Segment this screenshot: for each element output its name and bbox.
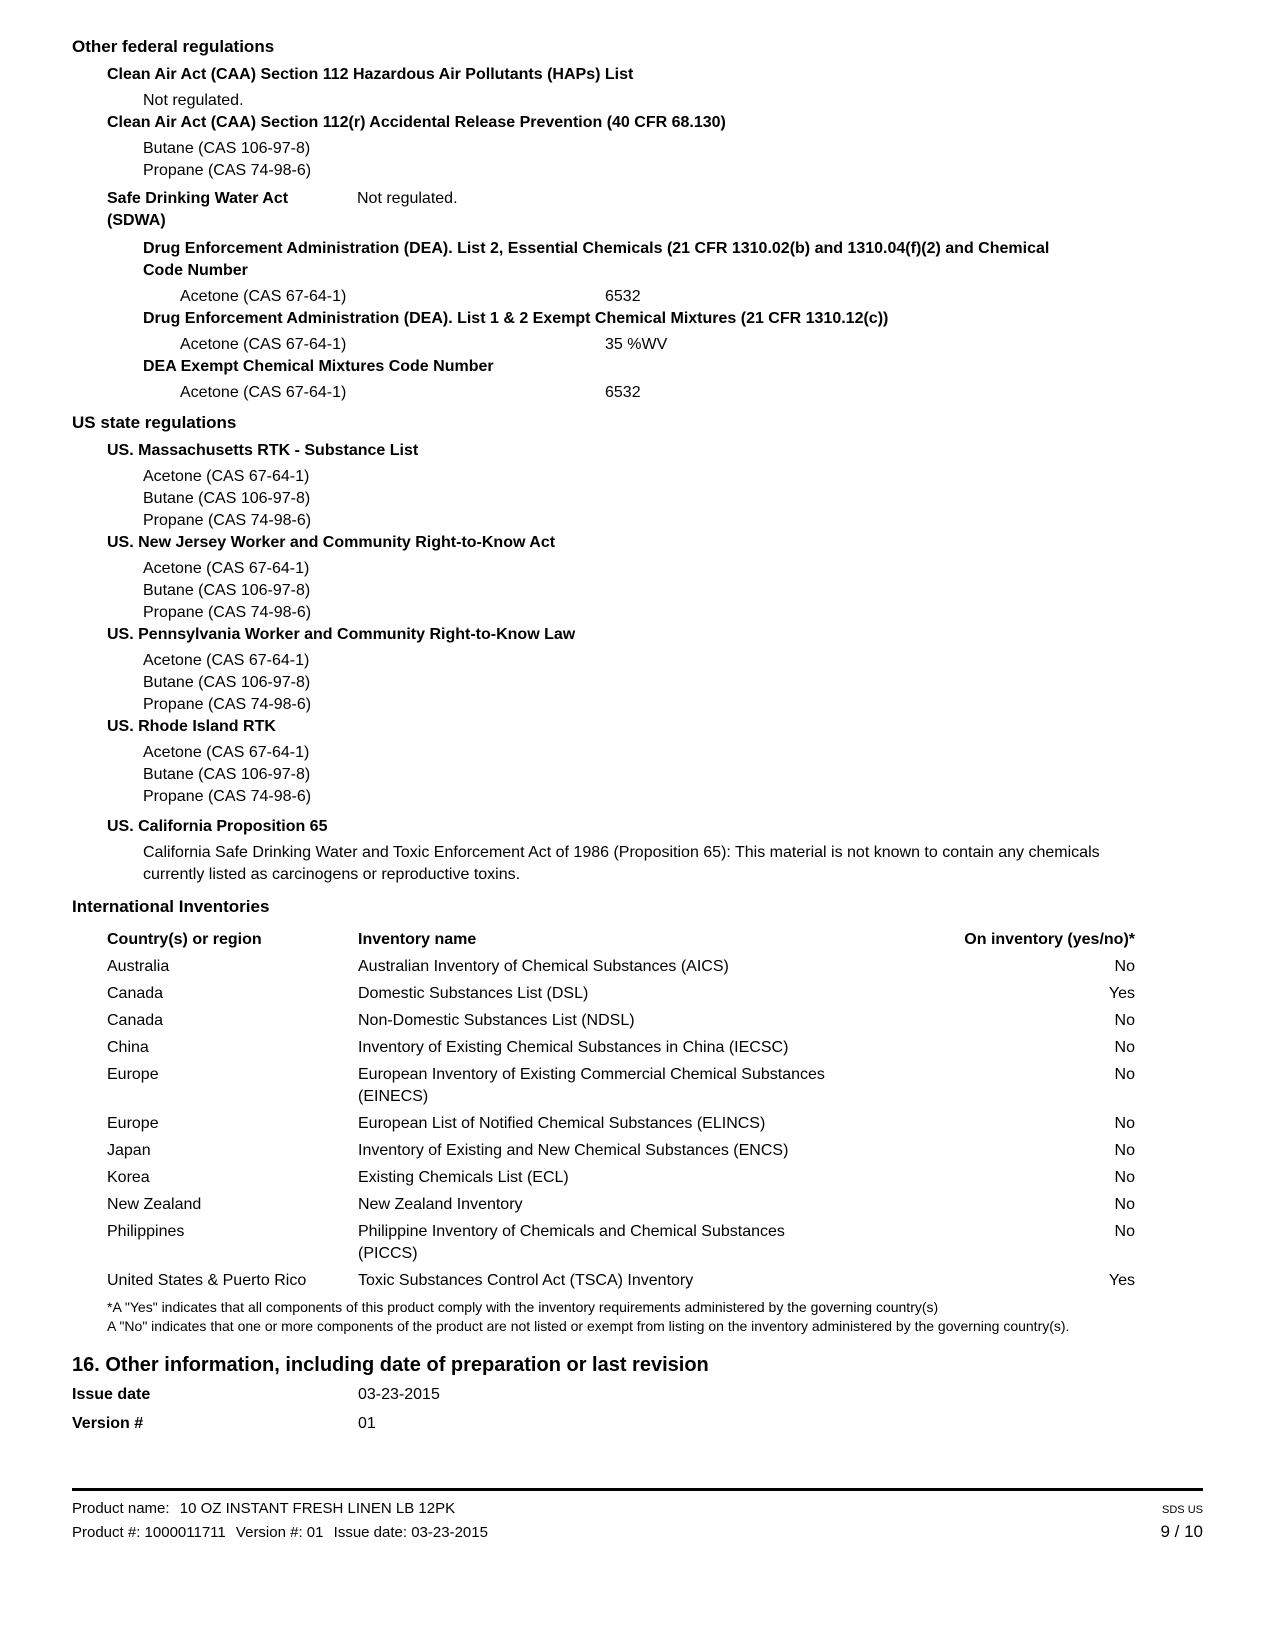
table-row: [107, 1267, 1135, 1294]
footer-line-1: [72, 1498, 1203, 1521]
column-header-inventory-name: Inventory name: [358, 930, 477, 948]
table-row: [107, 1218, 1135, 1267]
table-row: [107, 1191, 1135, 1218]
table-row: [107, 1061, 1135, 1110]
chemical-line: Acetone (CAS 67-64-1): [143, 652, 310, 669]
chemical-concentration: 35 %WV: [605, 336, 668, 353]
dea-code-row: [180, 382, 1203, 404]
chemical-line: Acetone (CAS 67-64-1): [180, 384, 347, 401]
chemical-line: Acetone (CAS 67-64-1): [180, 336, 347, 353]
table-row: [107, 1110, 1135, 1137]
chemical-line: Butane (CAS 106-97-8): [143, 140, 311, 157]
chemical-line: Acetone (CAS 67-64-1): [180, 288, 347, 305]
caa-haps-heading: Clean Air Act (CAA) Section 112 Hazardous Air Pollutants (HAPs) List: [107, 66, 634, 83]
inventory-footnote: [107, 1298, 1165, 1336]
cell-inventory-name: Australian Inventory of Chemical Substances (AICS): [358, 957, 729, 975]
page-number: 9 / 10: [1160, 1522, 1203, 1541]
cell-country: Europe: [107, 1065, 159, 1083]
table-row: [107, 953, 1135, 980]
table-row: [107, 1034, 1135, 1061]
cell-country: Canada: [107, 984, 164, 1002]
cell-inventory-name: Domestic Substances List (DSL): [358, 984, 589, 1002]
cell-on-inventory: No: [1114, 1168, 1135, 1186]
footer-divider: [72, 1488, 1203, 1491]
inventory-table: [107, 926, 1135, 1294]
version-value: 01: [358, 1415, 376, 1432]
version-label: Version #: [72, 1415, 144, 1432]
footer-issue-date: Issue date: 03-23-2015: [333, 1524, 488, 1541]
chemical-line: Propane (CAS 74-98-6): [143, 512, 312, 529]
dea-code-heading: DEA Exempt Chemical Mixtures Code Number: [143, 358, 494, 375]
table-row: [107, 980, 1135, 1007]
product-name-label: Product name:: [72, 1500, 170, 1517]
chemical-line: Butane (CAS 106-97-8): [143, 490, 311, 507]
footer-product-details: [72, 1522, 494, 1543]
prop65-text: California Safe Drinking Water and Toxic Enforcement Act of 1986 (Proposition 65): This material is not known to contain any chemicals currently listed as carcinogens or reproductive toxins.: [143, 844, 1100, 883]
cell-on-inventory: No: [1114, 1011, 1135, 1029]
chemical-code: 6532: [605, 288, 641, 305]
chemical-code: 6532: [605, 384, 641, 401]
cell-inventory-name: Philippine Inventory of Chemicals and Chemical Substances (PICCS): [358, 1222, 785, 1262]
section-heading-other-federal-regulations: Other federal regulations: [72, 37, 275, 56]
table-row: [107, 1164, 1135, 1191]
chemical-line: Butane (CAS 106-97-8): [143, 582, 311, 599]
cell-inventory-name: European List of Notified Chemical Substances (ELINCS): [358, 1114, 766, 1132]
version-row: [72, 1412, 1203, 1436]
chemical-line: Acetone (CAS 67-64-1): [143, 468, 310, 485]
issue-date-row: [72, 1383, 1203, 1407]
table-row: [107, 1007, 1135, 1034]
footnote-no: A "No" indicates that one or more components of the product are not listed or exempt from listing on the inventory administered by the governing country(s).: [107, 1318, 1070, 1334]
sds-us-tag: SDS US: [1162, 1504, 1203, 1516]
product-name-value: 10 OZ INSTANT FRESH LINEN LB 12PK: [179, 1500, 456, 1517]
dea-exempt-row: [180, 334, 1203, 356]
chemical-line: Propane (CAS 74-98-6): [143, 162, 312, 179]
cell-on-inventory: No: [1114, 1141, 1135, 1159]
cell-inventory-name: Non-Domestic Substances List (NDSL): [358, 1011, 635, 1029]
issue-date-label: Issue date: [72, 1386, 151, 1403]
prop65-heading: US. California Proposition 65: [107, 818, 328, 835]
cell-country: Korea: [107, 1168, 150, 1186]
page-footer: [72, 1488, 1203, 1543]
footnote-yes: *A "Yes" indicates that all components of this product comply with the inventory requirements administered by the governing country(s): [107, 1299, 939, 1315]
state-section-heading: US. Massachusetts RTK - Substance List: [107, 442, 419, 459]
cell-inventory-name: European Inventory of Existing Commercial Chemical Substances (EINECS): [358, 1065, 825, 1105]
cell-on-inventory: No: [1114, 1222, 1135, 1240]
sdwa-row: [107, 188, 1203, 232]
column-header-on-inventory: On inventory (yes/no)*: [964, 930, 1135, 948]
cell-country: Europe: [107, 1114, 159, 1132]
cell-on-inventory: Yes: [1108, 984, 1135, 1002]
chemical-line: Propane (CAS 74-98-6): [143, 604, 312, 621]
cell-on-inventory: Yes: [1108, 1271, 1135, 1289]
state-section-heading: US. Rhode Island RTK: [107, 718, 276, 735]
section16-heading: 16. Other information, including date of preparation or last revision: [72, 1354, 709, 1376]
cell-on-inventory: No: [1114, 1195, 1135, 1213]
dea-list2-heading: Drug Enforcement Administration (DEA). List 2, Essential Chemicals (21 CFR 1310.02(b) and 1310.04(f)(2) and Chemical Code Number: [143, 240, 1050, 279]
footer-product-name: [72, 1498, 461, 1519]
cell-on-inventory: No: [1114, 1114, 1135, 1132]
sdwa-heading: Safe Drinking Water Act (SDWA): [107, 190, 289, 229]
chemical-line: Propane (CAS 74-98-6): [143, 696, 312, 713]
section-heading-us-state-regulations: US state regulations: [72, 413, 237, 432]
cell-on-inventory: No: [1114, 1038, 1135, 1056]
cell-inventory-name: Toxic Substances Control Act (TSCA) Inventory: [358, 1271, 694, 1289]
inventory-table-header: [107, 926, 1135, 953]
section-heading-international-inventories: International Inventories: [72, 897, 270, 916]
dea-list2-row: [180, 286, 1203, 308]
table-row: [107, 1137, 1135, 1164]
state-section-heading: US. Pennsylvania Worker and Community Right-to-Know Law: [107, 626, 576, 643]
chemical-line: Butane (CAS 106-97-8): [143, 766, 311, 783]
caa-arp-heading: Clean Air Act (CAA) Section 112(r) Accidental Release Prevention (40 CFR 68.130): [107, 114, 726, 131]
product-number: Product #: 1000011711: [72, 1524, 226, 1541]
chemical-line: Propane (CAS 74-98-6): [143, 788, 312, 805]
cell-on-inventory: No: [1114, 957, 1135, 975]
cell-on-inventory: No: [1114, 1065, 1135, 1083]
cell-country: Canada: [107, 1011, 164, 1029]
chemical-line: Acetone (CAS 67-64-1): [143, 560, 310, 577]
chemical-line: Butane (CAS 106-97-8): [143, 674, 311, 691]
cell-inventory-name: Inventory of Existing and New Chemical Substances (ENCS): [358, 1141, 789, 1159]
cell-country: Japan: [107, 1141, 151, 1159]
cell-country: Philippines: [107, 1222, 185, 1240]
chemical-line: Acetone (CAS 67-64-1): [143, 744, 310, 761]
footer-line-2: [72, 1521, 1203, 1543]
cell-inventory-name: New Zealand Inventory: [358, 1195, 523, 1213]
state-section-heading: US. New Jersey Worker and Community Right-to-Know Act: [107, 534, 556, 551]
dea-exempt-heading: Drug Enforcement Administration (DEA). List 1 & 2 Exempt Chemical Mixtures (21 CFR 1310.12(c)): [143, 310, 889, 327]
caa-haps-value: Not regulated.: [143, 92, 244, 109]
cell-inventory-name: Existing Chemicals List (ECL): [358, 1168, 569, 1186]
cell-country: United States & Puerto Rico: [107, 1271, 307, 1289]
cell-country: New Zealand: [107, 1195, 202, 1213]
sdwa-value: Not regulated.: [357, 190, 458, 207]
issue-date-value: 03-23-2015: [358, 1386, 440, 1403]
footer-version: Version #: 01: [235, 1524, 324, 1541]
cell-country: China: [107, 1038, 149, 1056]
cell-inventory-name: Inventory of Existing Chemical Substances in China (IECSC): [358, 1038, 789, 1056]
cell-country: Australia: [107, 957, 170, 975]
column-header-country: Country(s) or region: [107, 930, 262, 948]
